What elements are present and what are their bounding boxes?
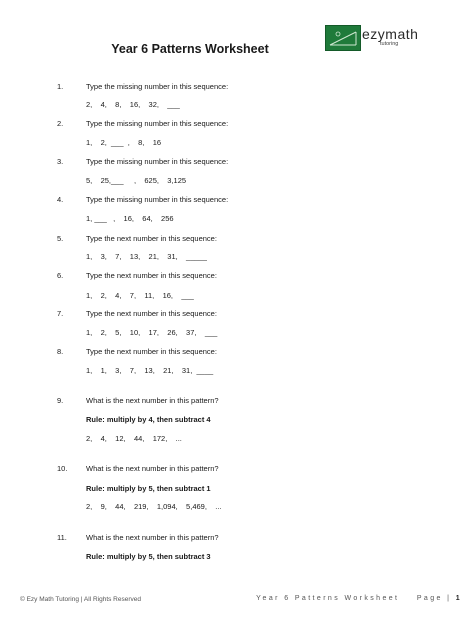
question-prompt: Type the next number in this sequence: xyxy=(86,347,217,356)
question-sequence: 5, 25,___ , 625, 3,125 xyxy=(86,176,187,185)
ezymath-logo xyxy=(325,25,421,51)
question-prompt: What is the next number in this pattern? xyxy=(86,396,219,405)
question-sequence: 1, 1, 3, 7, 13, 21, 31, ____ xyxy=(86,366,214,375)
question-prompt: Type the missing number in this sequence: xyxy=(86,119,229,128)
question-sequence: 2, 4, 12, 44, 172, ... xyxy=(86,434,182,443)
question-sequence: 1, 2, 5, 10, 17, 26, 37, ___ xyxy=(86,328,218,337)
question-prompt: Type the next number in this sequence: xyxy=(86,271,217,280)
footer-page-label: Page | xyxy=(416,595,452,602)
logo-tagline: tutoring xyxy=(380,41,399,47)
question-sequence: 2, 4, 8, 16, 32, ___ xyxy=(86,100,180,109)
question-number: 8. xyxy=(57,347,64,356)
question-number: 2. xyxy=(57,119,64,128)
footer-page-info xyxy=(256,595,462,602)
question-prompt: Type the missing number in this sequence: xyxy=(86,157,229,166)
question-sequence: 1, 3, 7, 13, 21, 31, _____ xyxy=(86,252,207,261)
page-title: Year 6 Patterns Worksheet xyxy=(111,42,269,56)
logo-wordmark: ezymath xyxy=(362,26,419,42)
question-prompt: Type the missing number in this sequence: xyxy=(86,82,229,91)
footer-page-number: 1 xyxy=(455,595,462,602)
question-prompt: Type the next number in this sequence: xyxy=(86,234,217,243)
footer-doc-title: Year 6 Patterns Worksheet xyxy=(256,595,400,602)
question-number: 11. xyxy=(57,533,67,542)
question-sequence: 1, 2, ___ , 8, 16 xyxy=(86,138,162,147)
question-prompt: What is the next number in this pattern? xyxy=(86,533,219,542)
question-prompt: What is the next number in this pattern? xyxy=(86,464,219,473)
question-rule: Rule: multiply by 4, then subtract 4 xyxy=(86,415,211,424)
question-rule: Rule: multiply by 5, then subtract 3 xyxy=(86,552,211,561)
logo-chalkboard-icon xyxy=(325,25,361,51)
footer-copyright: © Ezy Math Tutoring | All Rights Reserved xyxy=(20,596,141,603)
question-number: 7. xyxy=(57,309,64,318)
question-number: 4. xyxy=(57,195,64,204)
question-sequence: 1, ___ , 16, 64, 256 xyxy=(86,214,174,223)
question-number: 10. xyxy=(57,464,68,473)
question-rule: Rule: multiply by 5, then subtract 1 xyxy=(86,484,211,493)
question-sequence: 1, 2, 4, 7, 11, 16, ___ xyxy=(86,291,194,300)
question-prompt: Type the next number in this sequence: xyxy=(86,309,217,318)
question-number: 3. xyxy=(57,157,64,166)
question-number: 6. xyxy=(57,271,64,280)
question-sequence: 2, 9, 44, 219, 1,094, 5,469, ... xyxy=(86,502,222,511)
question-number: 1. xyxy=(57,82,64,91)
question-prompt: Type the missing number in this sequence: xyxy=(86,195,229,204)
question-number: 9. xyxy=(57,396,64,405)
question-number: 5. xyxy=(57,234,64,243)
